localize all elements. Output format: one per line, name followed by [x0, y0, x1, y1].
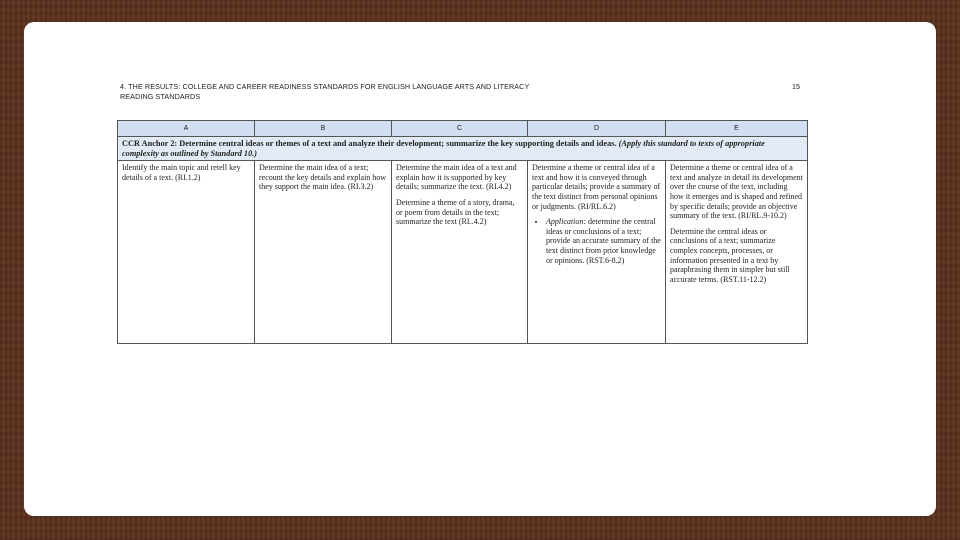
standards-row	[118, 161, 808, 344]
column-header-a: A	[118, 121, 255, 137]
cell-d	[528, 161, 666, 344]
anchor-statement: CCR Anchor 2: Determine central ideas or themes of a text and analyze their development; summarize the key supporting details and ideas.	[122, 139, 617, 148]
cell-e	[666, 161, 808, 344]
bullet-item	[546, 217, 661, 265]
standard-text: Identify the main topic and retell key details of a text. (RI.1.2)	[122, 163, 241, 182]
page-number: 15	[792, 82, 800, 91]
anchor-note: (Apply this standard to texts of appropriate complexity as outlined by Standard 10.)	[122, 139, 765, 158]
column-header-b: B	[255, 121, 392, 137]
standard-text: Determine a theme of a story, drama, or poem from details in the text; summarize the text (RL.4.2)	[396, 197, 515, 227]
standard-text: Determine the main idea of a text; recount the key details and explain how they support the main idea. (RI.3.2)	[259, 163, 387, 192]
column-header-d: D	[528, 121, 666, 137]
standards-table	[117, 120, 808, 344]
standard-text: Determine a theme or central idea of a text and analyze in detail its development over the course of the text, including how it emerges and is shaped and refined by specific details; provide an objective summary of the text. (RI/RL.9-10.2)	[670, 163, 803, 221]
header-title: 4. THE RESULTS: COLLEGE AND CAREER READINESS STANDARDS FOR ENGLISH LANGUAGE ARTS AND LITERACY	[120, 82, 530, 91]
anchor-row	[118, 137, 808, 161]
column-header-row	[118, 121, 808, 137]
cell-c	[392, 161, 528, 344]
document-header	[120, 82, 806, 102]
anchor-cell	[118, 137, 808, 161]
standard-text: determine the central ideas or conclusions of a text; provide an accurate summary of the text distinct from prior knowledge or opinions. (RST.6-8.2)	[546, 217, 661, 265]
standard-text: Determine a theme or central idea of a text and how it is conveyed through particular details; provide a summary of the text distinct from personal opinions or judgments. (RI/RL.6.2)	[532, 163, 661, 211]
application-label: Application:	[546, 217, 586, 227]
header-subtitle: READING STANDARDS	[120, 92, 201, 101]
standard-text: Determine the main idea of a text and explain how it is supported by key details; summarize the text. (RI.4.2)	[396, 163, 517, 192]
bullet-list	[532, 217, 661, 265]
cell-b	[255, 161, 392, 344]
cell-a	[118, 161, 255, 344]
standard-text: Determine the central ideas or conclusions of a text; summarize complex concepts, processes, or information presented in a text by paraphrasing them in simpler but still accurate terms. (RST.11-12.2)	[670, 226, 790, 284]
column-header-e: E	[666, 121, 808, 137]
column-header-c: C	[392, 121, 528, 137]
